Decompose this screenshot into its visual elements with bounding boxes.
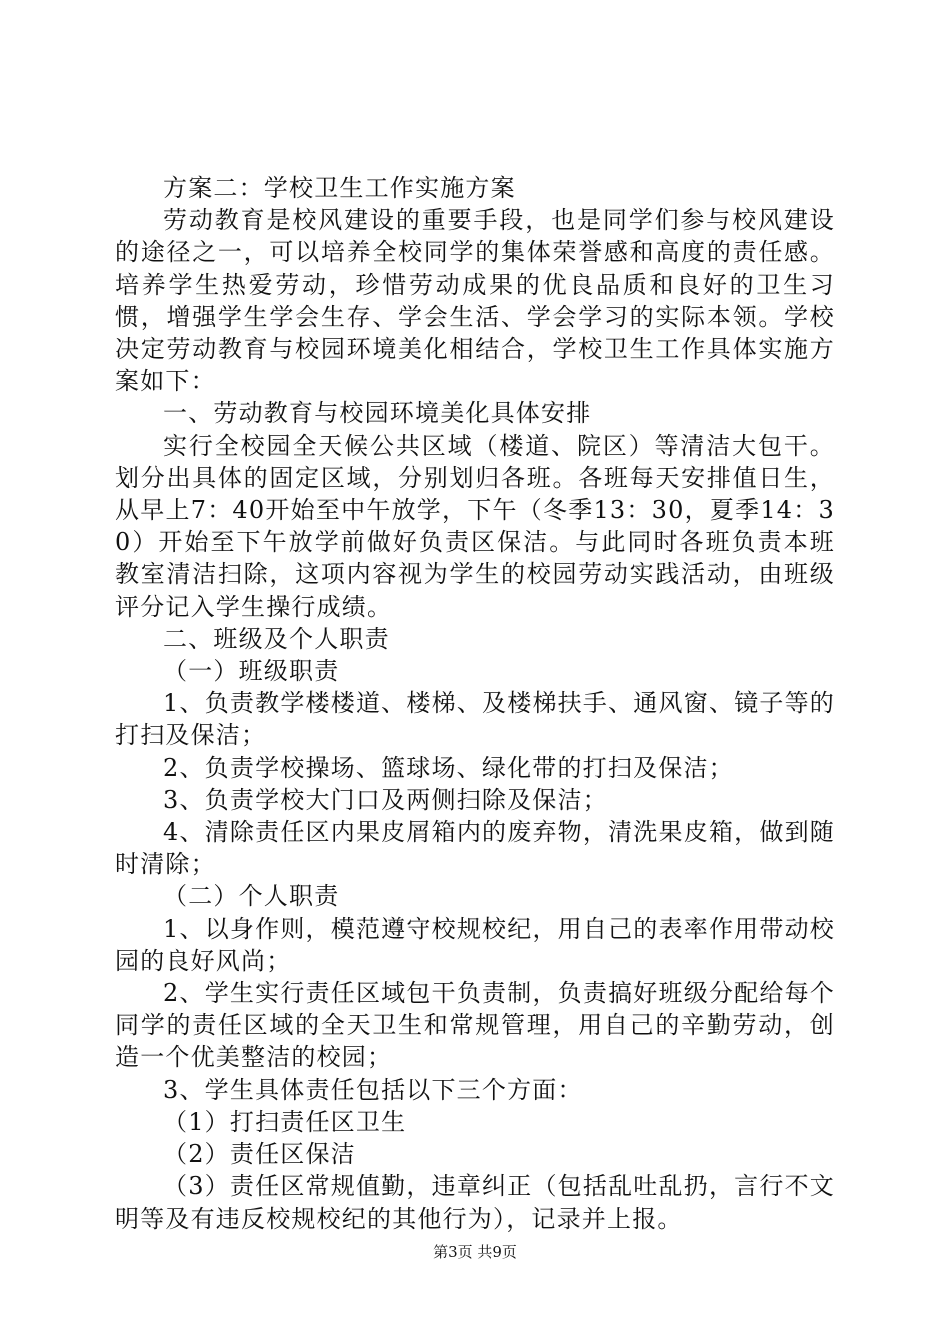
responsibility-subitem: （1）打扫责任区卫生 [163, 1107, 407, 1136]
responsibility-subitem: （3）责任区常规值勤，违章纠正（包括乱吐乱扔，言行不文明等及有违反校规校纪的其他行为），记录并上报。 [115, 1172, 835, 1233]
individual-duty-item: 2、学生实行责任区域包干负责制，负责搞好班级分配给每个同学的责任区域的全天卫生和常规管理，用自己的辛勤劳动，创造一个优美整洁的校园； [115, 979, 835, 1072]
subsection-heading-individual: （二）个人职责 [163, 882, 340, 911]
individual-duty-item: 1、以身作则，模范遵守校规校纪，用自己的表率作用带动校园的良好风尚； [115, 914, 835, 975]
section-heading-2: 二、班级及个人职责 [163, 624, 390, 653]
plan-title: 方案二：学校卫生工作实施方案 [163, 174, 516, 202]
intro-paragraph: 劳动教育是校风建设的重要手段，也是同学们参与校风建设的途径之一，可以培养全校同学的集体荣誉感和高度的责任感。培养学生热爱劳动，珍惜劳动成果的优良品质和良好的卫生习惯，增强学生学会生存、学会生活、学会学习的实际本领。学校决定劳动教育与校园环境美化相结合，学校卫生工作具体实施方案如下： [115, 206, 835, 396]
page-number-footer: 第3页 共9页 [433, 1243, 517, 1261]
class-duty-item: 1、负责教学楼楼道、楼梯、及楼梯扶手、通风窗、镜子等的打扫及保洁； [115, 689, 835, 750]
class-duty-item: 2、负责学校操场、篮球场、绿化带的打扫及保洁； [163, 753, 734, 782]
class-duty-item: 3、负责学校大门口及两侧扫除及保洁； [163, 785, 608, 814]
section-1-paragraph: 实行全校园全天候公共区域（楼道、院区）等清洁大包干。划分出具体的固定区域，分别划归各班。各班每天安排值日生，从早上7：40开始至中午放学，下午（冬季13：30，夏季14：30）开始至下午放学前做好负责区保洁。与此同时各班负责本班教室清洁扫除，这项内容视为学生的校园劳动实践活动，由班级评分记入学生操行成绩。 [115, 431, 835, 621]
document-body [115, 172, 835, 1235]
subsection-heading-class: （一）班级职责 [163, 657, 340, 686]
responsibility-subitem: （2）责任区保洁 [163, 1140, 356, 1169]
individual-duty-item: 3、学生具体责任包括以下三个方面： [163, 1075, 583, 1104]
class-duty-item: 4、清除责任区内果皮屑箱内的废弃物，清洗果皮箱，做到随时清除； [115, 818, 835, 879]
section-heading-1: 一、劳动教育与校园环境美化具体安排 [163, 399, 592, 428]
